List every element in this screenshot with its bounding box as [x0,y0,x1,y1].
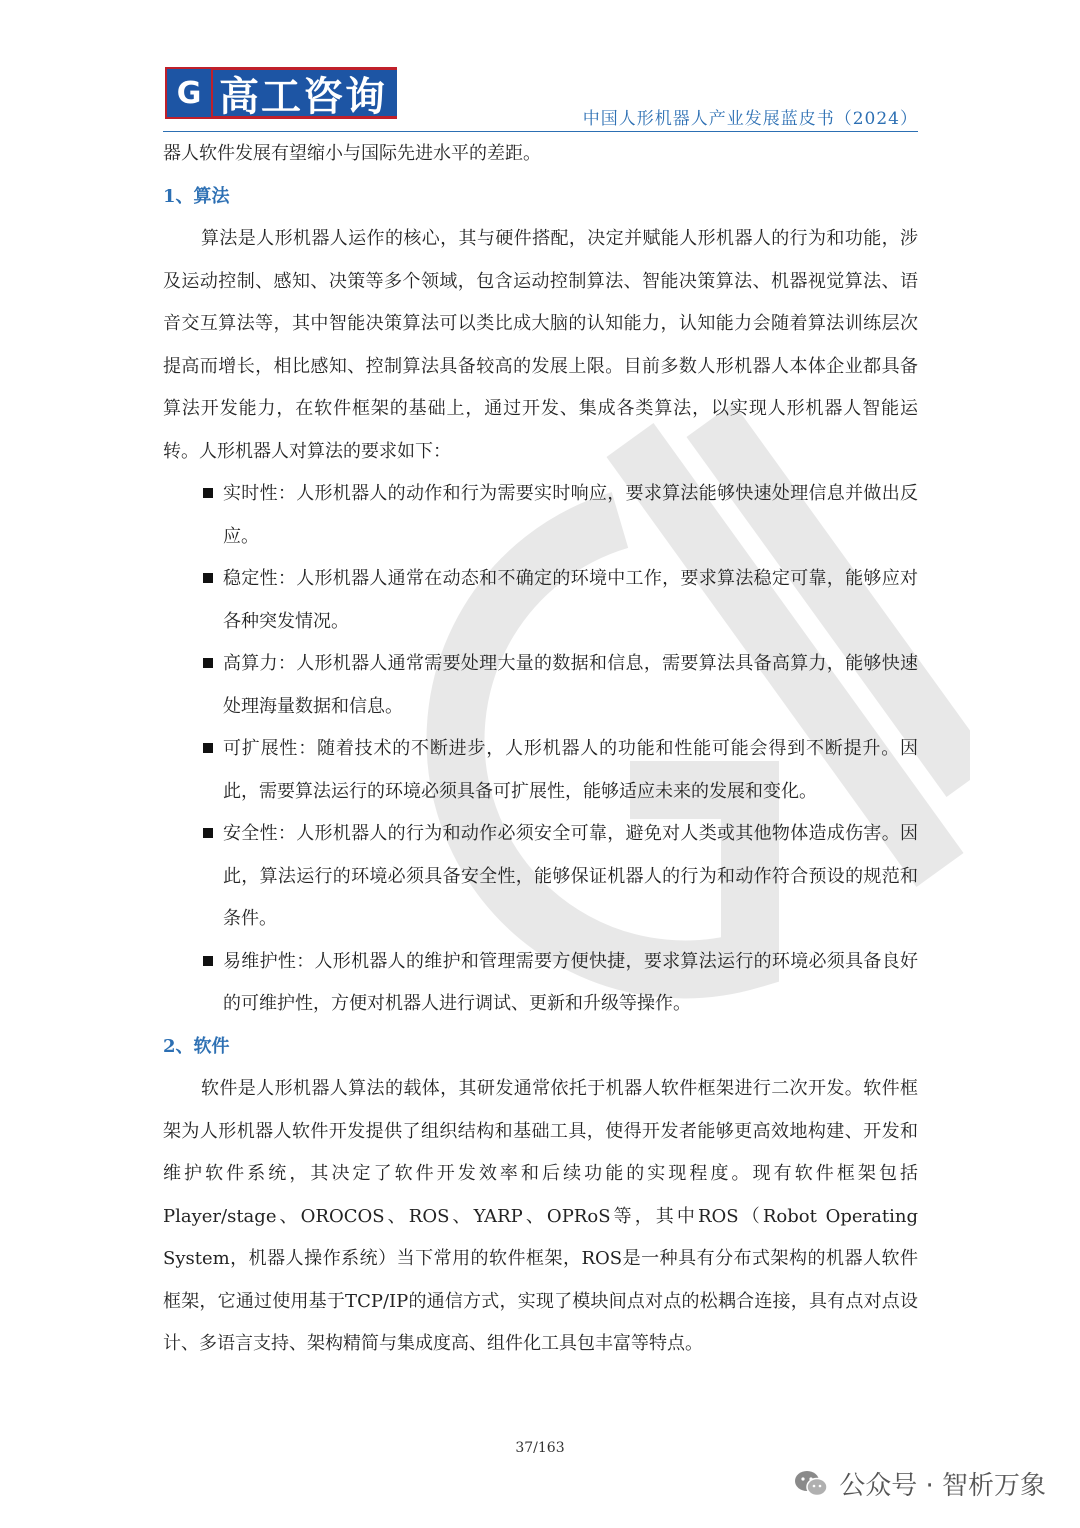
company-logo [165,67,397,119]
logo-text: 高工咨询 [213,67,397,119]
list-item: 安全性：人形机器人的行为和动作必须安全可靠，避免对人类或其他物体造成伤害。因此，算法运行的环境必须具备安全性，能够保证机器人的行为和动作符合预设的规范和条件。 [201,813,918,941]
list-item: 高算力：人形机器人通常需要处理大量的数据和信息，需要算法具备高算力，能够快速处理海量数据和信息。 [201,643,918,728]
algorithms-paragraph: 算法是人形机器人运作的核心，其与硬件搭配，决定并赋能人形机器人的行为和功能，涉及运动控制、感知、决策等多个领域，包含运动控制算法、智能决策算法、机器视觉算法、语音交互算法等，其中智能决策算法可以类比成大脑的认知能力，认知能力会随着算法训练层次提高而增长，相比感知、控制算法具备较高的发展上限。目前多数人形机器人本体企业都具备算法开发能力，在软件框架的基础上，通过开发、集成各类算法，以实现人形机器人智能运转。人形机器人对算法的要求如下： [163,228,918,462]
intro-continuation: 器人软件发展有望缩小与国际先进水平的差距。 [163,143,541,164]
report-title: 中国人形机器人产业发展蓝皮书（2024） [582,109,918,129]
list-item: 实时性：人形机器人的动作和行为需要实时响应，要求算法能够快速处理信息并做出反应。 [201,473,918,558]
page-content [163,133,918,1366]
header-divider [163,131,918,132]
software-paragraph: 软件是人形机器人算法的载体，其研发通常依托于机器人软件框架进行二次开发。软件框架为人形机器人软件开发提供了组织结构和基础工具，使得开发者能够更高效地构建、开发和维护软件系统，其决定了软件开发效率和后续功能的实现程度。现有软件框架包括Player/stage、OROCOS、ROS、YARP、OPRoS等，其中ROS（Robot Operating System，机器人操作系统）当下常用的软件框架，ROS是一种具有分布式架构的机器人软件框架，它通过使用基于TCP/IP的通信方式，实现了模块间点对点的松耦合连接，具有点对点设计、多语言支持、架构精简与集成度高、组件化工具包丰富等特点。 [163,1078,918,1354]
section-heading-software: 2、软件 [163,1035,230,1057]
wechat-label: 公众号 · 智析万象 [839,1471,1046,1501]
requirements-list [163,473,918,1026]
wechat-icon [793,1469,829,1499]
list-item: 稳定性：人形机器人通常在动态和不确定的环境中工作，要求算法稳定可靠，能够应对各种突发情况。 [201,558,918,643]
list-item: 可扩展性：随着技术的不断进步，人形机器人的功能和性能可能会得到不断提升。因此，需要算法运行的环境必须具备可扩展性，能够适应未来的发展和变化。 [201,728,918,813]
wechat-attribution[interactable] [793,1465,1046,1502]
page-number: 37/163 [515,1440,565,1456]
logo-mark: G [165,67,213,119]
list-item: 易维护性：人形机器人的维护和管理需要方便快捷，要求算法运行的环境必须具备良好的可维护性，方便对机器人进行调试、更新和升级等操作。 [201,941,918,1026]
section-heading-algorithms: 1、算法 [163,185,230,207]
